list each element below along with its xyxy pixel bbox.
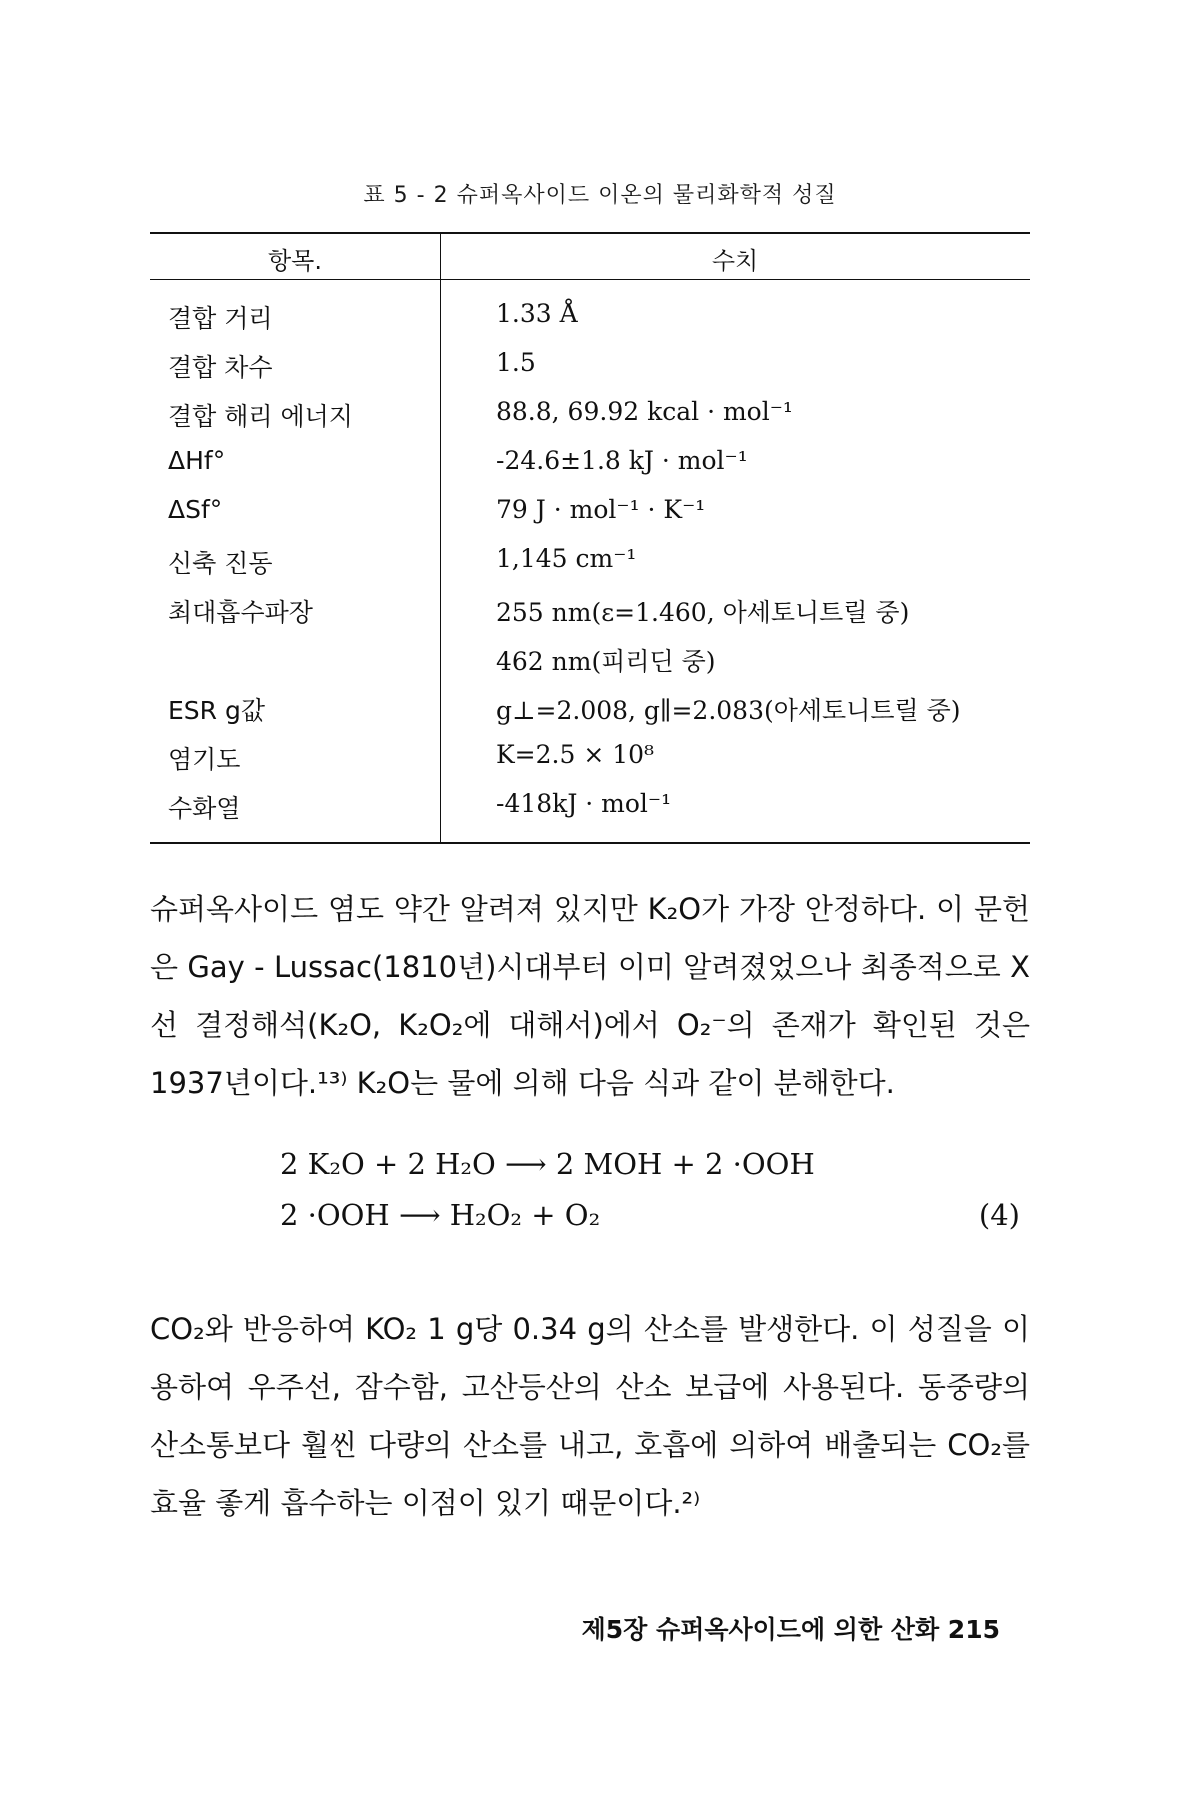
table-header-value: 수치 — [711, 247, 759, 275]
row-value: -418kJ · mol⁻¹ — [496, 789, 672, 818]
paragraph-1-text: 슈퍼옥사이드 염도 약간 알려져 있지만 K₂O가 가장 안정하다. 이 문헌은 Gay - Lussac(1810년)시대부터 이미 알려졌었으나 최종적으로 X선 결정해석(K₂O, K₂O₂에 대해서)에서 O₂⁻의 존재가 확인된 것은 1937년이다.¹³⁾ K₂O는 물에 의해 다음 식과 같이 분해한다. — [150, 892, 1030, 1100]
table-header-item: 항목. — [268, 247, 322, 275]
table-row — [150, 583, 1030, 632]
table-caption: 표 5 - 2 슈퍼옥사이드 이온의 물리화학적 성질 — [363, 183, 837, 208]
row-value: K=2.5 × 10⁸ — [496, 740, 655, 769]
row-item: 결합 거리 — [168, 304, 273, 333]
equation-number: (4) — [978, 1198, 1020, 1232]
paragraph-2-text: CO₂와 반응하여 KO₂ 1 g당 0.34 g의 산소를 발생한다. 이 성질을 이용하여 우주선, 잠수함, 고산등산의 산소 보급에 사용된다. 동중량의 산소통보다 훨씬 다량의 산소를 내고, 호흡에 의하여 배출되는 CO₂를 효율 좋게 흡수하는 이점이 있기 때문이다.²⁾ — [150, 1312, 1030, 1520]
table-row — [150, 534, 1030, 583]
row-value: 1.33 Å — [496, 299, 578, 328]
table-row — [150, 387, 1030, 436]
paragraph-2 — [150, 1300, 1030, 1532]
paragraph-1 — [150, 880, 1030, 1112]
table-top-rule — [150, 232, 1030, 234]
table-row — [150, 338, 1030, 387]
page-footer: 제5장 슈퍼옥사이드에 의한 산화 215 — [581, 1615, 1000, 1644]
equation-line-2: 2 ·OOH ⟶ H₂O₂ + O₂ — [280, 1198, 601, 1232]
row-item: 결합 차수 — [168, 353, 273, 382]
row-item: 최대흡수파장 — [168, 598, 313, 627]
row-value: 255 nm(ε=1.460, 아세토니트릴 중) — [496, 598, 910, 627]
row-item: ΔSf° — [168, 495, 223, 524]
table-header-rule — [150, 279, 1030, 280]
row-item: ESR g값 — [168, 696, 266, 725]
row-value: 79 J · mol⁻¹ · K⁻¹ — [496, 495, 706, 524]
table-row — [150, 632, 1030, 681]
row-value: 1.5 — [496, 348, 536, 377]
row-item: ΔHf° — [168, 446, 226, 475]
table-bottom-rule — [150, 842, 1030, 844]
table-row — [150, 485, 1030, 534]
table-row — [150, 681, 1030, 730]
row-item: 신축 진동 — [168, 549, 273, 578]
row-value: 462 nm(피리딘 중) — [496, 647, 716, 676]
row-value: -24.6±1.8 kJ · mol⁻¹ — [496, 446, 748, 475]
row-value: 1,145 cm⁻¹ — [496, 544, 637, 573]
row-item: 수화열 — [168, 794, 241, 823]
row-item: 결합 해리 에너지 — [168, 402, 353, 431]
table-row — [150, 436, 1030, 485]
row-value: 88.8, 69.92 kcal · mol⁻¹ — [496, 397, 793, 426]
table-row — [150, 289, 1030, 338]
table-row — [150, 730, 1030, 779]
row-value: g⊥=2.008, g∥=2.083(아세토니트릴 중) — [496, 696, 961, 725]
equation-line-1: 2 K₂O + 2 H₂O ⟶ 2 MOH + 2 ·OOH — [280, 1147, 815, 1181]
row-item: 염기도 — [168, 745, 241, 774]
table-row — [150, 779, 1030, 828]
